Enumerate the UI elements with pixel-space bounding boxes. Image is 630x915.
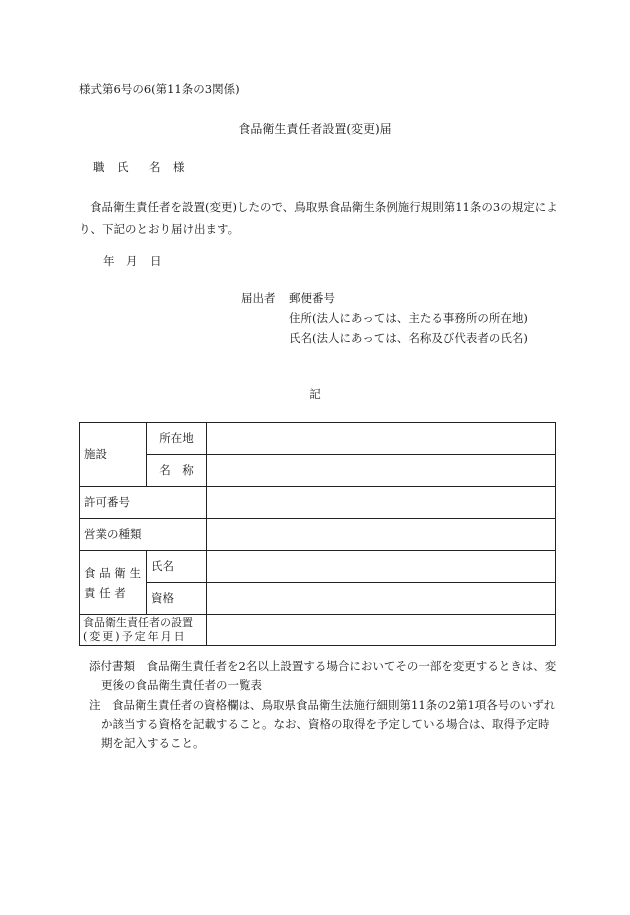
submitter-name: 氏名(法人にあっては、名称及び代表者の氏名): [289, 331, 528, 345]
business-type-label: 営業の種類: [80, 519, 207, 551]
facility-name-field[interactable]: [207, 455, 556, 487]
scheduled-date-line1: 食品衛生責任者の設置: [83, 616, 193, 629]
manager-name-field[interactable]: [207, 551, 556, 583]
manager-label-line1: 食 品 衛 生: [84, 565, 141, 580]
form-table: [79, 422, 556, 646]
submitter-info: [289, 293, 528, 353]
date-year-label: 年: [103, 254, 115, 268]
manager-label: [80, 551, 147, 615]
addressee-mei: 名: [149, 160, 161, 174]
facility-label: 施設: [80, 423, 147, 487]
scheduled-date-field[interactable]: [207, 615, 556, 646]
qualification-field[interactable]: [207, 583, 556, 615]
ki-heading: 記: [309, 387, 321, 401]
addressee-sama: 様: [173, 160, 185, 174]
permit-number-field[interactable]: [207, 487, 556, 519]
addressee-shi: 氏: [117, 160, 129, 174]
submitter-label: 届出者: [241, 291, 276, 305]
attachment-note: 添付書類 食品衛生責任者を2名以上設置する場合においてその一部を変更するときは、変更後の食品衛生責任者の一覧表: [89, 659, 557, 692]
permit-number-label: 許可番号: [80, 487, 207, 519]
location-field[interactable]: [207, 423, 556, 455]
addressee-shoku: 職: [93, 160, 105, 174]
date-month-label: 月: [126, 254, 138, 268]
date-line: [103, 256, 162, 268]
body-text: 食品衛生責任者を設置(変更)したので、鳥取県食品衛生条例施行規則第11条の3の規定により、下記のとおり届け出ます。: [79, 200, 558, 236]
form-number: 様式第6号の6(第11条の3関係): [79, 82, 240, 96]
location-label: 所在地: [147, 423, 207, 455]
date-day-label: 日: [150, 254, 162, 268]
submitter-address: 住所(法人にあっては、主たる事務所の所在地): [289, 311, 528, 325]
submitter-postal: 郵便番号: [289, 291, 335, 305]
page-title: 食品衛生責任者設置(変更)届: [238, 122, 392, 136]
notes: [89, 657, 559, 753]
manager-name-label: 氏名: [147, 551, 207, 583]
scheduled-date-label: [80, 615, 207, 646]
manager-label-line2: 責 任 者: [84, 585, 126, 600]
facility-name-label: 名 称: [147, 455, 207, 487]
business-type-field[interactable]: [207, 519, 556, 551]
addressee: [93, 162, 185, 174]
scheduled-date-line2: (変更)予定年月日: [83, 630, 187, 643]
qualification-note: 注 食品衛生責任者の資格欄は、鳥取県食品衛生法施行細則第11条の2第1項各号のいずれか該当する資格を記載すること。なお、資格の取得を予定している場合は、取得予定時期を記入すること。: [89, 698, 556, 750]
qualification-label: 資格: [147, 583, 207, 615]
